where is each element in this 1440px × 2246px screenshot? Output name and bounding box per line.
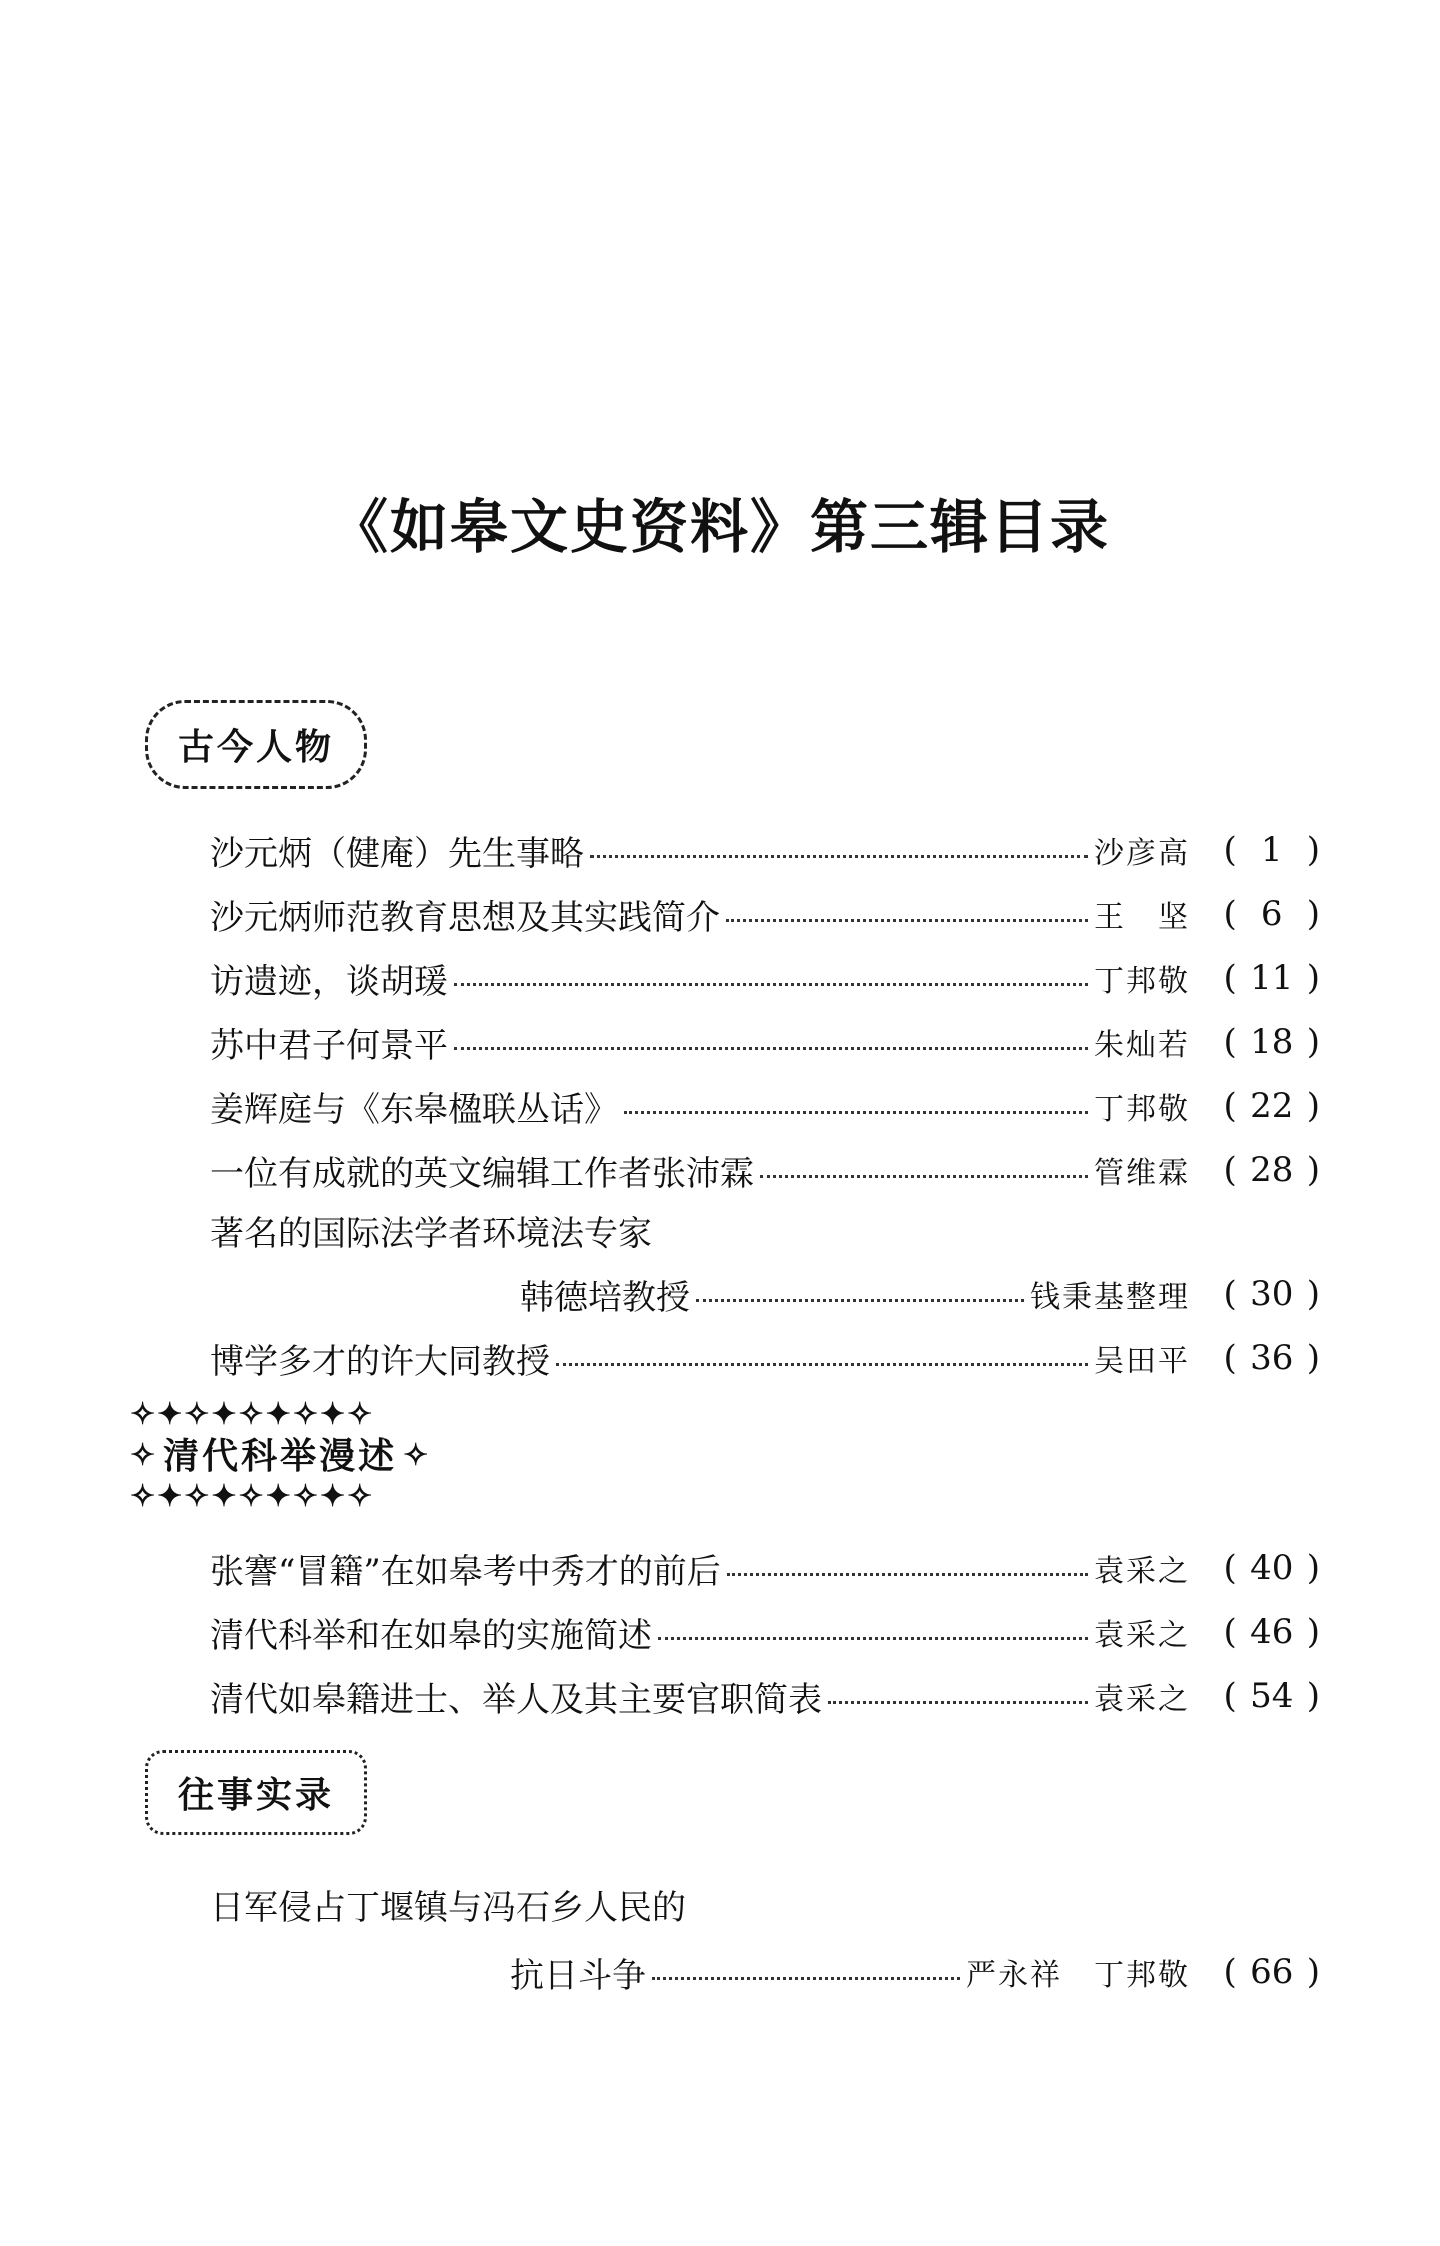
entry-page: ( 22 ) — [1223, 1086, 1320, 1126]
entry-title: 沙元炳师范教育思想及其实践简介 — [210, 897, 720, 938]
entry-title: 苏中君子何景平 — [210, 1025, 448, 1066]
leader-dots — [454, 1047, 1088, 1050]
entry-author: 丁邦敬 — [1094, 1092, 1190, 1127]
entry-page: ( 66 ) — [1223, 1952, 1320, 1992]
section-heading-frame — [145, 1750, 367, 1835]
entry-title: 访遗迹，谈胡瑗 — [210, 961, 448, 1002]
section-heading-3 — [145, 1750, 367, 1835]
entry-page: ( 18 ) — [1223, 1022, 1320, 1062]
entry-page: ( 11 ) — [1223, 958, 1320, 998]
leader-dots — [828, 1701, 1088, 1704]
section-heading-frame — [145, 700, 367, 789]
entry-title: 清代如皋籍进士、举人及其主要官职简表 — [210, 1679, 822, 1720]
entry-page: ( 1 ) — [1223, 830, 1320, 870]
toc-entry — [210, 1330, 1320, 1386]
section-heading-text: 清代科举漫述 — [163, 1435, 398, 1477]
entry-title: 韩德培教授 — [520, 1277, 690, 1318]
leader-dots — [696, 1299, 1024, 1302]
leader-dots — [590, 855, 1088, 858]
toc-entry — [210, 1668, 1320, 1724]
entry-title-line1: 日军侵占丁堰镇与冯石乡人民的 — [210, 1888, 686, 1928]
entry-title-line1: 著名的国际法学者环境法专家 — [210, 1214, 652, 1254]
entry-page: ( 36 ) — [1223, 1338, 1320, 1378]
leader-dots — [726, 919, 1088, 922]
leader-dots — [658, 1637, 1088, 1640]
ornament-top: ✧✦✧✦✧✦✧✦✧ — [130, 1397, 375, 1432]
toc-entry — [520, 1266, 1320, 1322]
toc-entry — [510, 1944, 1320, 2000]
leader-dots — [624, 1111, 1088, 1114]
section-heading-text: 古今人物 — [178, 726, 335, 768]
entry-page: ( 54 ) — [1223, 1676, 1320, 1716]
entry-author: 严永祥 丁邦敬 — [966, 1958, 1190, 1993]
entry-page: ( 28 ) — [1223, 1150, 1320, 1190]
entry-page: ( 40 ) — [1223, 1548, 1320, 1588]
entry-page: ( 6 ) — [1223, 894, 1320, 934]
leader-dots — [556, 1363, 1088, 1366]
leader-dots — [652, 1977, 960, 1980]
entry-author: 袁采之 — [1094, 1554, 1190, 1589]
toc-entry — [210, 950, 1320, 1006]
section-heading-text: 往事实录 — [178, 1774, 335, 1816]
toc-entry — [210, 886, 1320, 942]
entry-title: 清代科举和在如皋的实施简述 — [210, 1615, 652, 1656]
section-heading-1 — [145, 700, 367, 789]
ornament-bottom: ✧✦✧✦✧✦✧✦✧ — [130, 1479, 375, 1514]
leader-dots — [727, 1573, 1088, 1576]
entry-title: 姜辉庭与《东皋楹联丛话》 — [210, 1089, 618, 1130]
entry-title: 沙元炳（健庵）先生事略 — [210, 833, 584, 874]
ornament-right: ✧ — [403, 1438, 431, 1473]
entry-title: 抗日斗争 — [510, 1955, 646, 1996]
entry-title: 张謇“冒籍”在如皋考中秀才的前后 — [210, 1551, 721, 1592]
ornament-left: ✧ — [130, 1438, 158, 1473]
toc-entry — [210, 1540, 1320, 1596]
entry-author: 袁采之 — [1094, 1618, 1190, 1653]
entry-author: 吴田平 — [1094, 1344, 1190, 1379]
leader-dots — [454, 983, 1088, 986]
entry-title: 一位有成就的英文编辑工作者张沛霖 — [210, 1153, 754, 1194]
entry-title: 博学多才的许大同教授 — [210, 1341, 550, 1382]
section-heading-frame — [130, 1395, 430, 1517]
toc-entry — [210, 822, 1320, 878]
page-title: 《如皋文史资料》第三辑目录 — [329, 493, 1110, 561]
entry-author: 管维霖 — [1094, 1156, 1190, 1191]
entry-author: 钱秉基整理 — [1030, 1280, 1190, 1315]
entry-author: 沙彦高 — [1094, 836, 1190, 871]
entry-author: 朱灿若 — [1094, 1028, 1190, 1063]
entry-page: ( 30 ) — [1223, 1274, 1320, 1314]
toc-entry — [210, 1604, 1320, 1660]
entry-author: 袁采之 — [1094, 1682, 1190, 1717]
toc-entry — [210, 1014, 1320, 1070]
toc-entry — [210, 1142, 1320, 1198]
entry-author: 丁邦敬 — [1094, 964, 1190, 999]
toc-entry — [210, 1078, 1320, 1134]
entry-page: ( 46 ) — [1223, 1612, 1320, 1652]
section-heading-2 — [130, 1395, 430, 1517]
leader-dots — [760, 1175, 1088, 1178]
entry-author: 王 坚 — [1094, 900, 1190, 935]
